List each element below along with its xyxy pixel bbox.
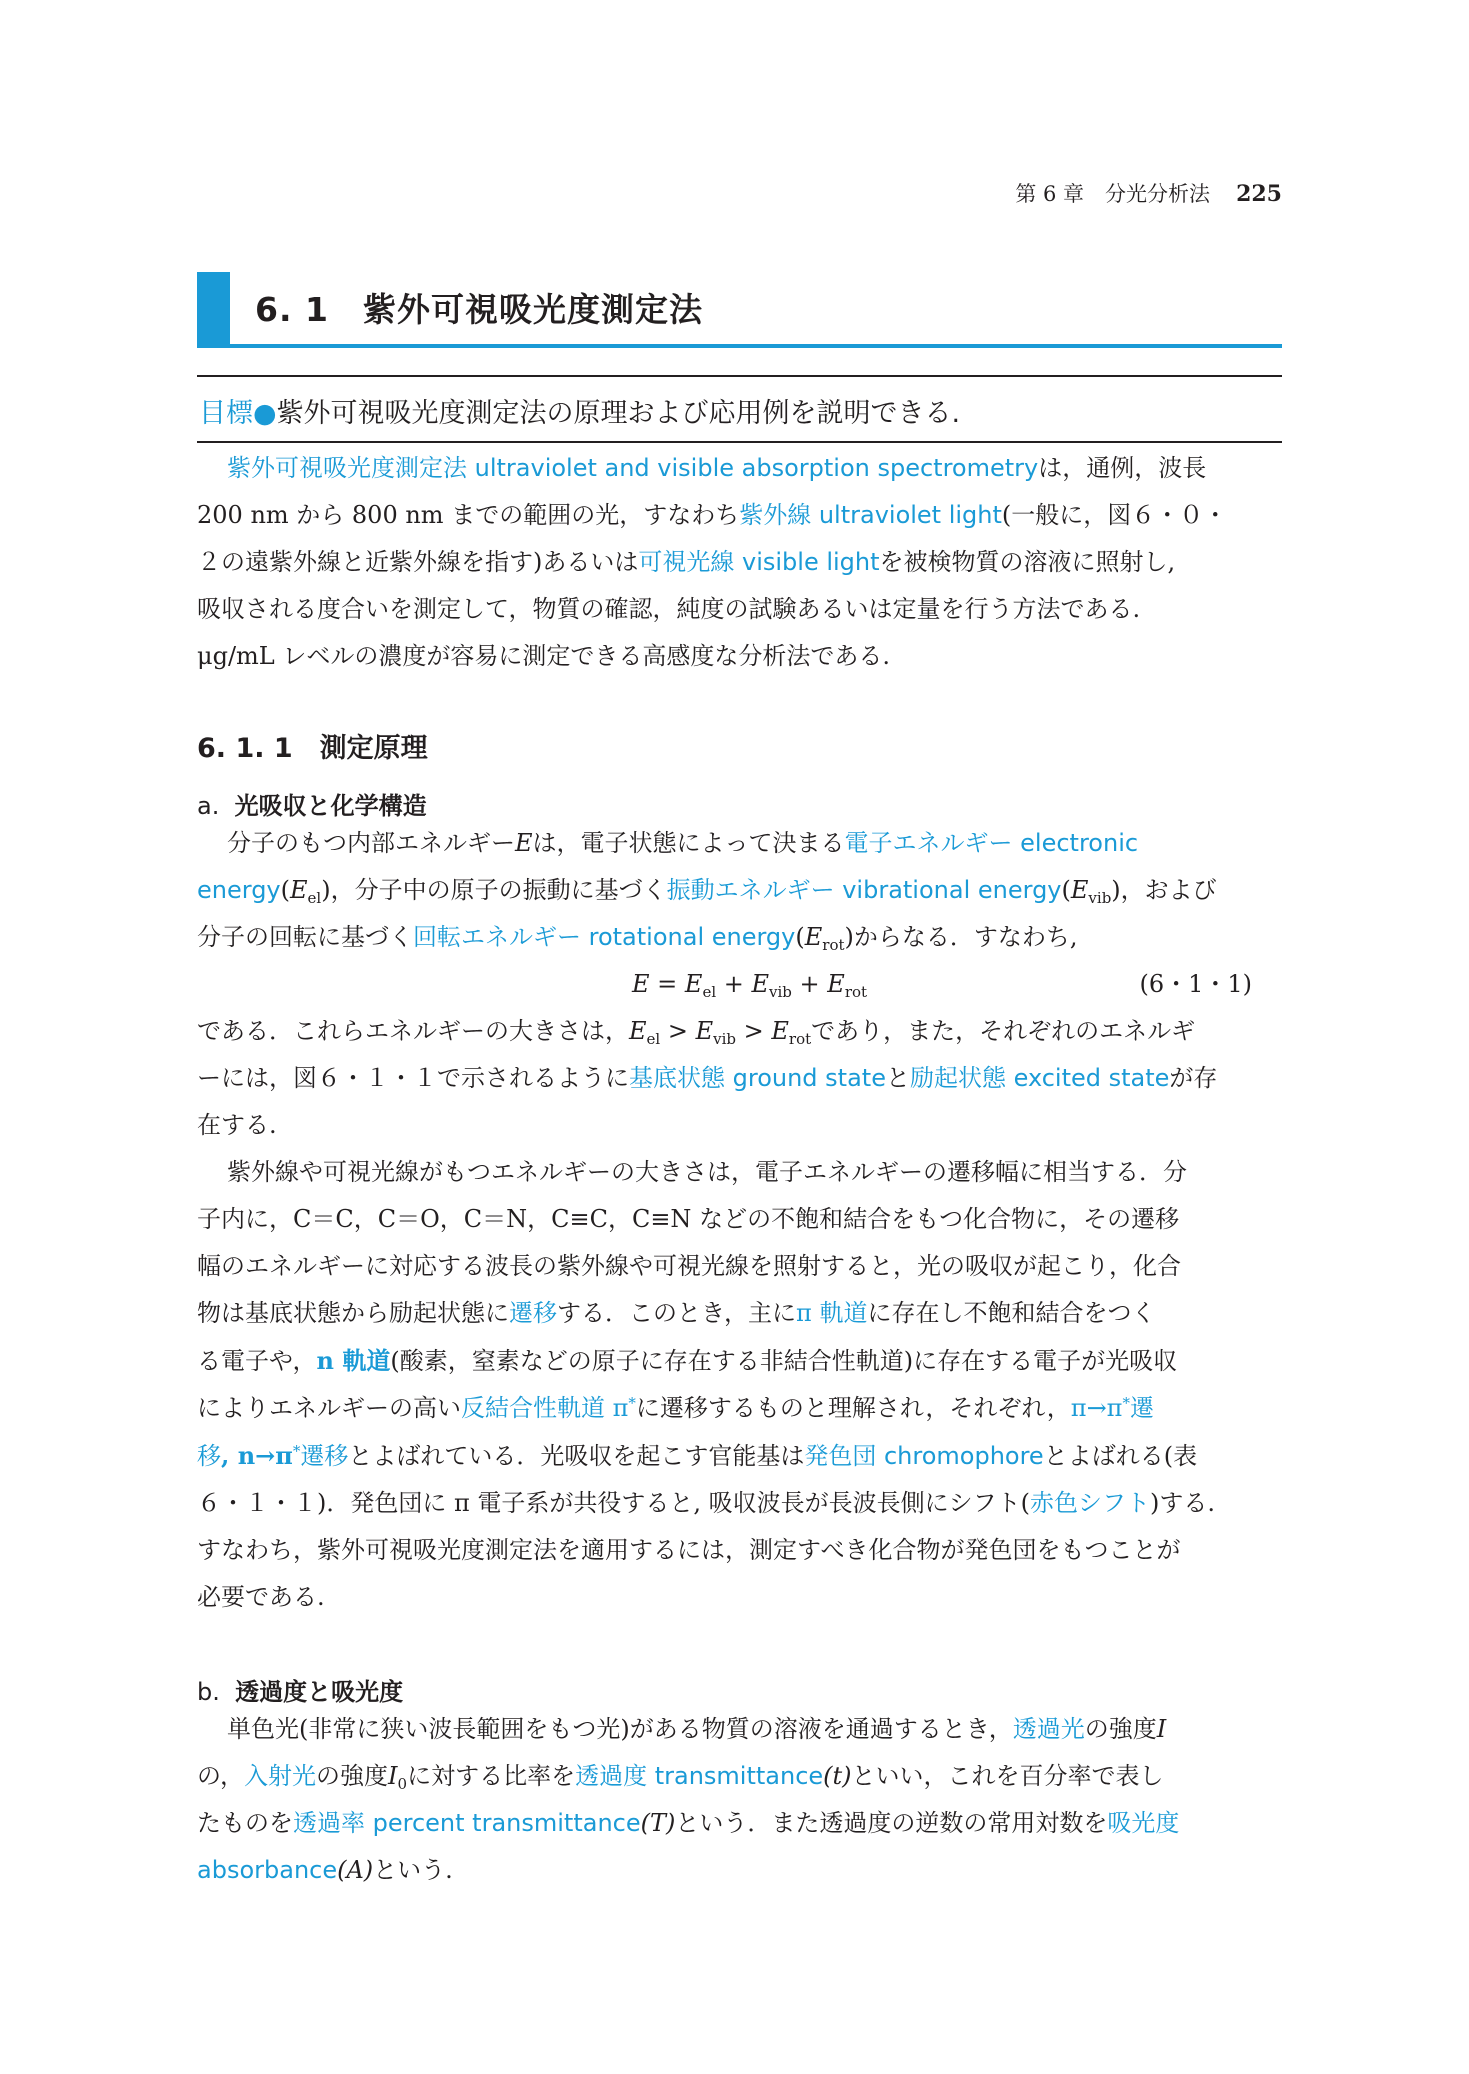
- term-incident-light: 入射光: [244, 1762, 317, 1790]
- text-line: [197, 1055, 1282, 1102]
- text: )，分子中の原子の振動に基づく: [321, 876, 667, 904]
- intro-text: は，通例，波長: [1038, 454, 1207, 482]
- subheading-b: [197, 1672, 403, 1707]
- intro-text: (一般に，図６・０・: [1001, 501, 1228, 529]
- symbol-E: E: [827, 970, 845, 998]
- text: ーには，図６・１・１で示されるように: [197, 1064, 629, 1092]
- subscript: rot: [822, 936, 845, 954]
- text-line: [197, 820, 1282, 867]
- symbol-E: E: [771, 1017, 789, 1045]
- text-line: 必要である.: [197, 1583, 325, 1611]
- text-line: [197, 1800, 1282, 1847]
- text: という．また透過度の逆数の常用対数を: [675, 1809, 1108, 1837]
- text: の強度: [316, 1762, 389, 1790]
- operator: =: [649, 970, 685, 998]
- text: と: [885, 1064, 910, 1092]
- subscript: el: [646, 1030, 661, 1048]
- symbol-I: I: [1156, 1715, 1167, 1743]
- intro-text: ２の遠紫外線と近紫外線を指す)あるいは: [197, 548, 639, 576]
- symbol-E: E: [751, 970, 770, 998]
- text-line: [197, 1480, 1282, 1527]
- text-line: [197, 1385, 1282, 1432]
- text-line: [197, 1290, 1282, 1337]
- term-pi-orbital: π 軌道: [796, 1299, 868, 1327]
- text: )する.: [1150, 1489, 1216, 1517]
- text: であり，また，それぞれのエネルギ: [811, 1017, 1196, 1045]
- subscript: 0: [397, 1775, 408, 1793]
- intro-line: [197, 445, 1282, 492]
- superscript: *: [1122, 1394, 1130, 1412]
- term-electronic-energy-cont: energy: [197, 876, 281, 904]
- text: (酸素，窒素などの原子に存在する非結合性軌道)に存在する電子が光吸収: [390, 1347, 1178, 1375]
- operator: >: [736, 1017, 772, 1045]
- superscript: *: [628, 1394, 636, 1412]
- equation-number: (6・1・1): [1139, 970, 1252, 998]
- subscript: vib: [713, 1030, 736, 1048]
- symbol-t: (t): [823, 1762, 852, 1790]
- symbol-E: E: [632, 970, 650, 998]
- subscript: el: [702, 983, 717, 1001]
- goal-box: [197, 375, 1282, 443]
- text-line: すなわち，紫外可視吸光度測定法を適用するには，測定すべき化合物が発色団をもつことが: [197, 1536, 1181, 1564]
- text: の強度: [1084, 1715, 1157, 1743]
- term-absorbance: 吸光度: [1107, 1809, 1180, 1837]
- term-n-orbital: n 軌道: [316, 1346, 391, 1375]
- text: 分子のもつ内部エネルギー: [227, 829, 515, 857]
- text: が存: [1169, 1064, 1218, 1092]
- term-pi-pi-star-cont: 遷: [1129, 1394, 1154, 1422]
- subscript: rot: [844, 983, 868, 1001]
- text: ６・１・１)．発色団に π 電子系が共役すると, 吸収波長が長波長側にシフト(: [197, 1489, 1031, 1517]
- text: に対する比率を: [407, 1762, 576, 1790]
- symbol-E: E: [695, 1017, 714, 1045]
- section-title: 6. 1 紫外可視吸光度測定法: [255, 290, 703, 329]
- term-chromophore: 発色団 chromophore: [804, 1442, 1044, 1470]
- text-line: [197, 1706, 1282, 1753]
- intro-line: [197, 492, 1282, 539]
- text: 単色光(非常に狭い波長範囲をもつ光)がある物質の溶液を通過するとき，: [227, 1715, 1013, 1743]
- term-electronic-energy: 電子エネルギー electronic: [844, 829, 1139, 857]
- term-percent-transmittance: 透過率 percent transmittance: [293, 1809, 641, 1837]
- section-underline: [197, 344, 1282, 348]
- goal-bullet-icon: ●: [253, 398, 277, 429]
- text-line: [197, 1008, 1282, 1055]
- text-line: [197, 1432, 1282, 1480]
- subheading-a-label: a.: [197, 792, 220, 820]
- text: の，: [197, 1762, 245, 1790]
- subscript: vib: [769, 983, 792, 1001]
- text: である．これらエネルギーの大きさは，: [197, 1017, 629, 1045]
- symbol-E: E: [684, 970, 703, 998]
- term-n-pi-star-cont: 遷移: [300, 1442, 349, 1470]
- operator: +: [716, 970, 752, 998]
- paragraph-a1: [197, 820, 1282, 1149]
- term-rotational-energy: 回転エネルギー rotational energy: [413, 923, 796, 951]
- section-heading: [197, 272, 1282, 348]
- symbol-I0: I: [388, 1762, 398, 1790]
- text: (: [795, 923, 805, 951]
- text: )からなる．すなわち,: [844, 923, 1078, 951]
- text: によりエネルギーの高い: [197, 1394, 461, 1422]
- text: 分子の回転に基づく: [197, 923, 413, 951]
- symbol-A: (A): [337, 1856, 374, 1884]
- text: する．このとき，主に: [557, 1299, 797, 1327]
- text: は，電子状態によって決まる: [532, 829, 845, 857]
- subheading-b-label: b.: [197, 1678, 220, 1706]
- subheading-a: [197, 786, 427, 821]
- goal-label: 目標: [199, 398, 253, 429]
- subscript: el: [307, 889, 322, 907]
- symbol-E: E: [629, 1017, 647, 1045]
- term-uv-vis-spectrometry: 紫外可視吸光度測定法 ultraviolet and visible absorption spectrometry: [227, 454, 1039, 482]
- term-antibonding-orbital: 反結合性軌道 π: [461, 1394, 629, 1422]
- term-excited-state: 励起状態 excited state: [909, 1064, 1170, 1092]
- text-line: 幅のエネルギーに対応する波長の紫外線や可視光線を照射すると，光の吸収が起こり，化合: [197, 1252, 1181, 1280]
- intro-text: 200 nm から 800 nm までの範囲の光，すなわち: [197, 501, 740, 529]
- intro-text: を被検物質の溶液に照射し,: [879, 548, 1176, 576]
- goal-text: 紫外可視吸光度測定法の原理および応用例を説明できる.: [276, 398, 961, 429]
- text: )，および: [1111, 876, 1217, 904]
- text-line: [197, 867, 1282, 914]
- term-red-shift: 赤色シフト: [1030, 1489, 1151, 1517]
- equation-6-1-1: [197, 961, 1282, 1008]
- term-transmitted-light: 透過光: [1012, 1715, 1085, 1743]
- text-line: [197, 1753, 1282, 1800]
- term-ground-state: 基底状態 ground state: [629, 1064, 886, 1092]
- operator: >: [660, 1017, 696, 1045]
- term-uv-light: 紫外線 ultraviolet light: [739, 501, 1002, 529]
- text: たものを: [197, 1809, 293, 1837]
- subscript: vib: [1088, 889, 1112, 907]
- section-accent-bar: [197, 272, 230, 346]
- subheading-a-title: 光吸収と化学構造: [234, 792, 427, 820]
- paragraph-a2: [197, 1149, 1282, 1621]
- text-line: [197, 1337, 1282, 1385]
- text: という.: [373, 1856, 453, 1884]
- text: (: [280, 876, 290, 904]
- text: (: [1061, 876, 1071, 904]
- intro-line: 吸収される度合いを測定して，物質の確認，純度の試験あるいは定量を行う方法である.: [197, 595, 1141, 623]
- symbol-E: E: [290, 876, 308, 904]
- goal-line: [199, 391, 960, 430]
- equation-body: [632, 961, 867, 1008]
- term-vibrational-energy: 振動エネルギー vibrational energy: [666, 876, 1062, 904]
- page-number: 225: [1236, 181, 1282, 207]
- text-line: 子内に，C＝C，C＝O，C＝N，C≡C，C≡N などの不飽和結合をもつ化合物に，その遷移: [197, 1205, 1180, 1233]
- subscript: rot: [788, 1030, 812, 1048]
- subsection-title: 6. 1. 1 測定原理: [197, 733, 428, 764]
- symbol-E: E: [515, 829, 533, 857]
- term-pi-pi-star: π→π: [1070, 1394, 1123, 1422]
- intro-paragraph: [197, 445, 1282, 680]
- text-line: [197, 1847, 1282, 1894]
- term-transition: 遷移: [509, 1299, 557, 1327]
- symbol-T: (T): [640, 1809, 676, 1837]
- text-line: 紫外線や可視光線がもつエネルギーの大きさは，電子エネルギーの遷移幅に相当する．分: [227, 1158, 1187, 1186]
- term-transmittance: 透過度 transmittance: [575, 1762, 824, 1790]
- text: 物は基底状態から励起状態に: [197, 1299, 509, 1327]
- running-head: [1015, 178, 1282, 208]
- superscript: *: [292, 1442, 301, 1460]
- text: とよばれる(表: [1043, 1442, 1198, 1470]
- symbol-E: E: [1070, 876, 1089, 904]
- text: に存在し不飽和結合をつく: [867, 1299, 1156, 1327]
- text: といい，これを百分率で表し: [851, 1762, 1164, 1790]
- operator: +: [791, 970, 828, 998]
- intro-line: μg/mL レベルの濃度が容易に測定できる高感度な分析法である.: [197, 642, 890, 670]
- text: とよばれている．光吸収を起こす官能基は: [348, 1442, 805, 1470]
- term-visible-light: 可視光線 visible light: [638, 548, 880, 576]
- text-line: 在する.: [197, 1111, 277, 1139]
- intro-line: [197, 539, 1282, 586]
- paragraph-b1: [197, 1706, 1282, 1894]
- text: に遷移するものと理解され，それぞれ，: [635, 1394, 1071, 1422]
- term-n-pi-star: , n→π: [221, 1441, 293, 1470]
- term-absorbance-en: absorbance: [197, 1856, 338, 1884]
- symbol-E: E: [804, 923, 823, 951]
- chapter-label: 第 6 章 分光分析法: [1015, 182, 1211, 206]
- term-pi-pi-star-cont: 移: [197, 1442, 221, 1470]
- subheading-b-title: 透過度と吸光度: [235, 1678, 404, 1706]
- text-line: [197, 914, 1282, 961]
- text: る電子や，: [197, 1347, 317, 1375]
